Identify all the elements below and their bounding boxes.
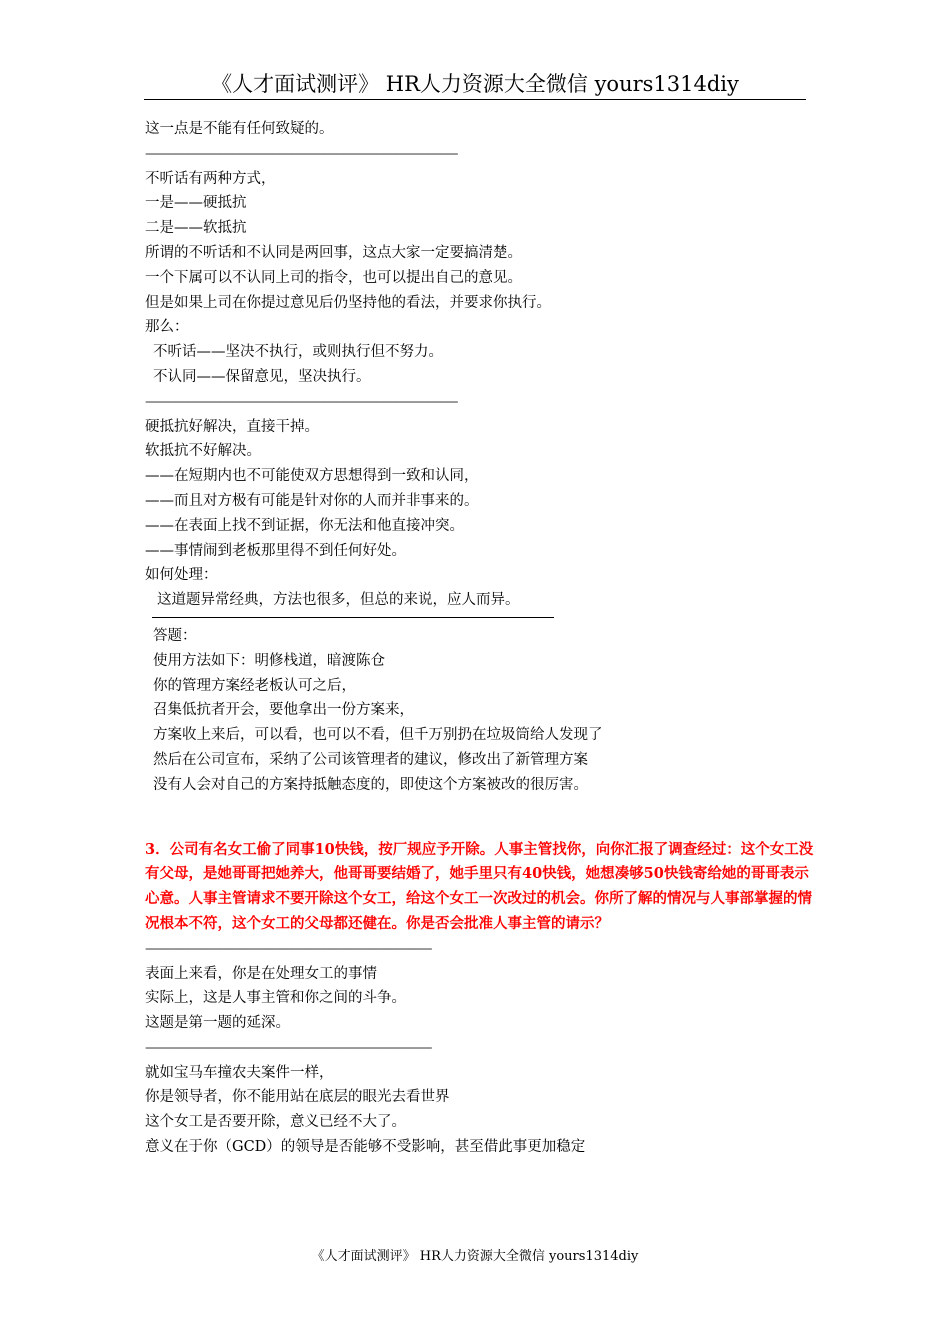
text-line: 但是如果上司在你提过意见后仍坚持他的看法，并要求你执行。 (145, 294, 551, 311)
text-line: 实际上，这是人事主管和你之间的斗争。 (145, 990, 406, 1007)
text-line: 软抵抗不好解决。 (145, 443, 261, 460)
text-line: 你的管理方案经老板认可之后， (153, 677, 356, 694)
text-line: 这题是第一题的延深。 (145, 1015, 290, 1032)
text-line: 意义在于你（GCD）的领导是否能够不受影响，甚至借此事更加稳定 (145, 1139, 586, 1156)
text-line: 不认同——保留意见，坚决执行。 (153, 368, 371, 385)
text-line: 那么： (145, 319, 189, 336)
text-line: 二是——软抵抗 (145, 220, 247, 237)
text-line: 使用方法如下：明修栈道，暗渡陈仓 (153, 652, 385, 669)
text-line: 这一点是不能有任何致疑的。 (145, 121, 334, 137)
text-line: 这个女工是否要开除，意义已经不大了。 (145, 1114, 406, 1131)
text-line: ——而且对方极有可能是针对你的人而并非事来的。 (145, 492, 479, 509)
header-divider (144, 99, 806, 100)
page-footer: 《人才面试测评》 HR人力资源大全微信 yours1314diy (311, 1249, 639, 1264)
text-line: 方案收上来后，可以看，也可以不看，但千万别扔在垃圾筒给人发现了 (153, 727, 603, 744)
text-line: 召集低抗者开会，要他拿出一份方案来， (153, 702, 414, 719)
dash-separator: —————————————————————— (145, 940, 431, 957)
dash-separator: ———————————————————————— (145, 393, 457, 410)
text-line: 所谓的不听话和不认同是两回事，这点大家一定要搞清楚。 (145, 244, 522, 261)
text-line: 一是——硬抵抗 (145, 195, 247, 212)
text-line: ——在表面上找不到证据，你无法和他直接冲突。 (145, 517, 464, 534)
text-line: 硬抵抗好解决，直接干掉。 (145, 418, 319, 435)
text-line: 一个下属可以不认同上司的指令，也可以提出自己的意见。 (145, 269, 522, 286)
text-line: 不听话有两种方式， (145, 170, 276, 187)
dash-separator: —————————————————————— (145, 1039, 431, 1056)
text-line: 就如宝马车撞农夫案件一样， (145, 1064, 334, 1081)
text-line: 答题： (153, 627, 197, 644)
question-heading: 3．公司有名女工偷了同事10快钱，按厂规应予开除。人事主管找你，向你汇报了调查经过：这个女工没有父母，是她哥哥把她养大，他哥哥要结婚了，她手里只有40快钱，她想凑够50快钱寄给她的哥哥表示心意。人事主管请求不要开除这个女工，给这个女工一次改过的机会。你所了解的情况与人事部掌握的情况根本不符，这个女工的父母都还健在。你是否会批准人事主管的请示？ (145, 840, 814, 932)
dash-separator: ———————————————————————— (145, 145, 457, 162)
text-line: 你是领导者，你不能用站在底层的眼光去看世界 (145, 1089, 450, 1106)
page-header-title: 《人才面试测评》 HR人力资源大全微信 yours1314diy (211, 72, 739, 96)
text-line: 表面上来看，你是在处理女工的事情 (145, 965, 377, 982)
section-divider (152, 617, 554, 618)
text-line: 如何处理： (145, 567, 218, 584)
spacer (145, 798, 825, 838)
text-line: 这道题异常经典，方法也很多，但总的来说，应人而异。 (157, 592, 520, 609)
text-line: ——事情闹到老板那里得不到任何好处。 (145, 542, 406, 559)
text-line: 不听话——坚决不执行，或则执行但不努力。 (153, 344, 443, 361)
text-line: ——在短期内也不可能使双方思想得到一致和认同， (145, 468, 479, 485)
text-line: 没有人会对自己的方案持抵触态度的，即使这个方案被改的很厉害。 (153, 776, 588, 793)
document-body (145, 117, 825, 1160)
text-line: 然后在公司宣布，采纳了公司该管理者的建议，修改出了新管理方案 (153, 751, 588, 768)
